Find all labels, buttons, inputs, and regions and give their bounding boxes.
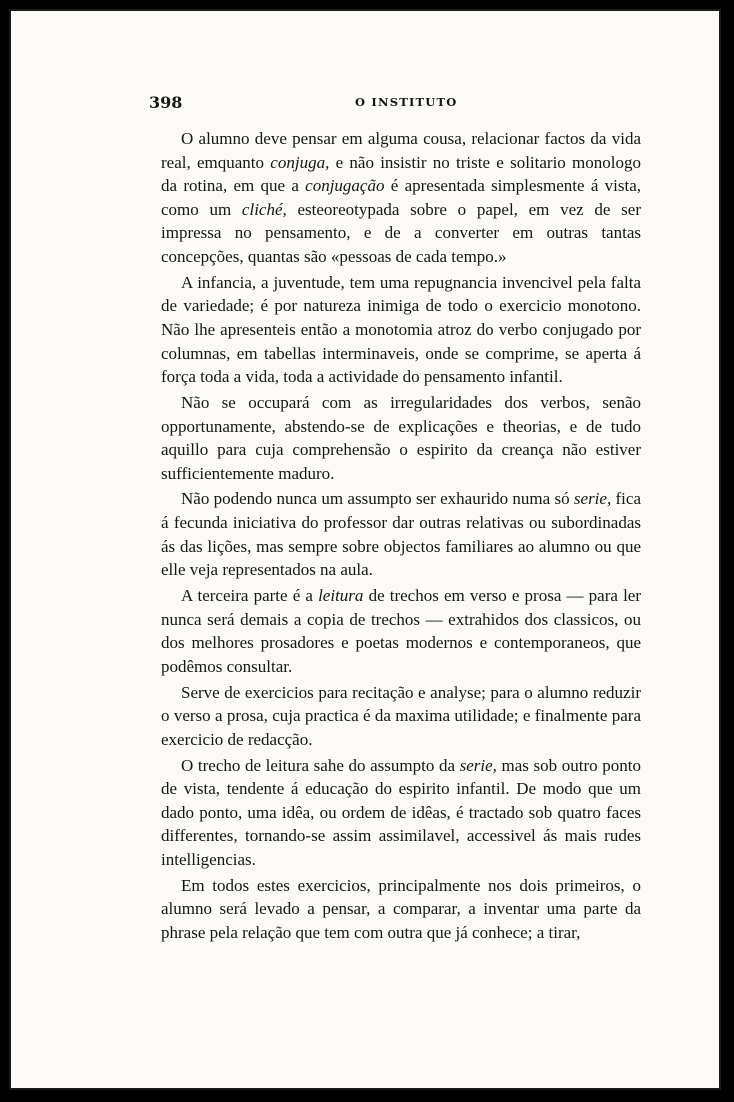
journal-title: O INSTITUTO: [355, 95, 458, 109]
text-segment: esteoreotypada sobre o papel, em vez de ser impressa no pensamento, e de a converter em outras tantas concepções, quantas são «pessoas de cada tempo.»: [161, 199, 641, 266]
paragraph: [161, 754, 641, 872]
text-segment: O trecho de leitura sahe do assumpto da: [181, 755, 460, 775]
text-segment: Não se occupará com as irregularidades dos verbos, senão opportunamente, abstendo-se de explicações e theorias, e de tudo aquillo para cuja comprehensão o espirito da creança não estiver sufficientemente maduro.: [161, 392, 641, 483]
text-segment: é apresentada simplesmente á vista, como um: [161, 176, 641, 219]
italic-text: serie,: [573, 489, 612, 509]
text-segment: O alumno deve pensar em alguma cousa, relacionar factos da vida real, emquanto: [161, 129, 641, 172]
page-number: 398: [149, 93, 183, 112]
body-text: [161, 127, 641, 947]
text-segment: de trechos em verso e prosa — para ler nunca será demais a copia de trechos — extrahidos dos classicos, ou dos melhores prosadores e poetas modernos e contemporaneos, que podêmos consultar.: [161, 586, 641, 676]
italic-text: leitura: [318, 586, 364, 606]
italic-text: conjuga,: [270, 152, 330, 172]
text-segment: A terceira parte é a: [181, 586, 319, 606]
paragraph: [161, 487, 641, 581]
paragraph: [161, 391, 641, 485]
running-head: [149, 93, 649, 113]
paragraph: [161, 127, 641, 269]
paragraph: [161, 874, 641, 945]
text-segment: Em todos estes exercicios, principalmente nos dois primeiros, o alumno será levado a pensar, a comparar, a inventar uma parte da phrase pela relação que tem com outra que já conhece; a tirar,: [161, 875, 641, 942]
text-segment: Não podendo nunca um assumpto ser exhaurido numa só: [181, 489, 574, 509]
text-segment: fica á fecunda iniciativa do professor dar outras relativas ou subordinadas ás das lições, mas sempre sobre objectos familiares ao alumno ou que elle veja representados na aula.: [161, 489, 641, 580]
book-page: [9, 9, 721, 1090]
text-segment: A infancia, a juventude, tem uma repugnancia invencivel pela falta de variedade; é por natureza inimiga de todo o exercicio monotono. Não lhe apresenteis então a monotomia atroz do verbo conjugado por columnas, em tabellas interminaveis, onde se comprime, se aperta á força toda a vida, toda a actividade do pensamento infantil.: [161, 272, 641, 387]
italic-text: serie,: [459, 755, 497, 775]
paragraph: [161, 681, 641, 752]
paragraph: [161, 584, 641, 678]
text-segment: mas sob outro ponto de vista, tendente á educação do espirito infantil. De modo que um dado ponto, uma idêa, ou ordem de idêas, é tractado sob quatro faces differentes, tornando-se assim assimilavel, accessivel ás mais rudes intelligencias.: [161, 755, 641, 869]
text-segment: Serve de exercicios para recitação e analyse; para o alumno reduzir o verso a prosa, cuja practica é da maxima utilidade; e finalmente para exercicio de redacção.: [161, 682, 641, 749]
italic-text: cliché,: [241, 199, 287, 219]
text-segment: e não insistir no triste e solitario monologo da rotina, em que a: [161, 152, 642, 196]
paragraph: [161, 271, 641, 389]
italic-text: conjugação: [305, 176, 385, 196]
